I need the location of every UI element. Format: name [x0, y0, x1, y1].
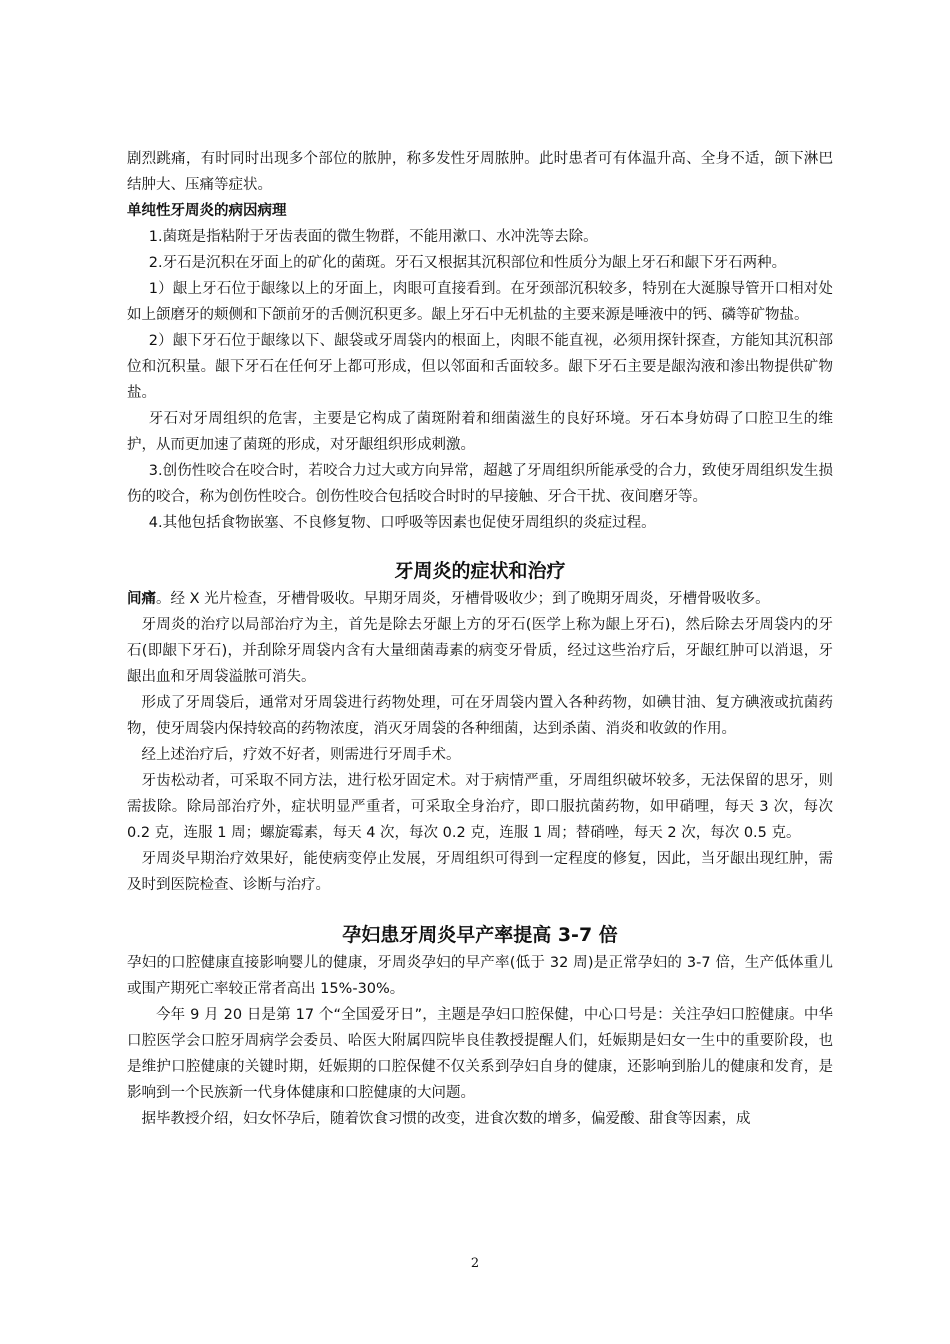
paragraph-other-factors: 4.其他包括食物嵌塞、不良修复物、口呼吸等因素也促使牙周组织的炎症过程。 [148, 515, 656, 531]
paragraph-professor-intro: 据毕教授介绍，妇女怀孕后，随着饮食习惯的改变，进食次数的增多，偏爱酸、甜食等因素，成 [141, 1111, 751, 1127]
paragraph-xray [127, 586, 833, 612]
paragraph-calculus: 2.牙石是沉积在牙面上的矿化的菌斑。牙石又根据其沉积部位和性质分为龈上牙石和龈下牙石两种。 [148, 255, 787, 271]
subheading-etiology: 单纯性牙周炎的病因病理 [127, 203, 287, 219]
paragraph-occlusal-trauma: 3.创伤性咬合在咬合时，若咬合力过大或方向异常，超越了牙周组织所能承受的合力，致使牙周组织发生损伤的咬合，称为创伤性咬合。创伤性咬合包括咬合时时的早接触、牙合干扰、夜间磨牙等。 [127, 463, 833, 505]
section-title-symptoms-treatment: 牙周炎的症状和治疗 [394, 560, 566, 582]
paragraph-xray-text: 。经 X 光片检查，牙槽骨吸收。早期牙周炎，牙槽骨吸收少；到了晚期牙周炎，牙槽骨吸收多。 [156, 591, 770, 607]
page-number: 2 [470, 1256, 480, 1271]
document-body [127, 146, 833, 1132]
paragraph-pocket-medication: 形成了牙周袋后，通常对牙周袋进行药物处理，可在牙周袋内置入各种药物，如碘甘油、复方碘液或抗菌药物，使牙周袋内保持较高的药物浓度，消灭牙周袋的各种细菌，达到杀菌、消炎和收敛的作用。 [127, 695, 833, 737]
paragraph-supragingival: 1）龈上牙石位于龈缘以上的牙面上，肉眼可直接看到。在牙颈部沉积较多，特别在大涎腺导管开口相对处如上颌磨牙的颊侧和下颌前牙的舌侧沉积更多。龈上牙石中无机盐的主要来源是唾液中的钙、磷等矿物盐。 [127, 281, 833, 323]
paragraph-splinting: 牙齿松动者，可采取不同方法，进行松牙固定术。对于病情严重，牙周组织破坏较多，无法保留的思牙，则需拔除。除局部治疗外，症状明显严重者，可采取全身治疗，即口服抗菌药物，如甲硝哩，每天 3 次，每次 0.2 克，连服 1 周；螺旋霉素，每天 4 次，每次 0.2 克，连服 1 周；替硝唑，每天 2 次，每次 0.5 克。 [127, 773, 833, 841]
paragraph-local-treatment: 牙周炎的治疗以局部治疗为主，首先是除去牙龈上方的牙石(医学上称为龈上牙石)，然后除去牙周袋内的牙石(即龈下牙石)，并刮除牙周袋内含有大量细菌毒素的病变牙骨质，经过这些治疗后，牙龈红肿可以消退，牙龈出血和牙周袋溢脓可消失。 [127, 617, 833, 685]
paragraph-tooth-day: 今年 9 月 20 日是第 17 个“全国爱牙日”，主题是孕妇口腔保健，中心口号是：关注孕妇口腔健康。中华口腔医学会口腔牙周病学会委员、哈医大附属四院毕良佳教授提醒人们，妊娠期是妇女一生中的重要阶段，也是维护口腔健康的关键时期，妊娠期的口腔保健不仅关系到孕妇自身的健康，还影响到胎儿的健康和发育，是影响到一个民族新一代身体健康和口腔健康的大问题。 [127, 1007, 833, 1101]
paragraph-subgingival: 2）龈下牙石位于龈缘以下、龈袋或牙周袋内的根面上，肉眼不能直视，必须用探针探查，方能知其沉积部位和沉积量。龈下牙石在任何牙上都可形成，但以邻面和舌面较多。龈下牙石主要是龈沟液和渗出物提供矿物盐。 [127, 333, 833, 401]
paragraph-plaque: 1.菌斑是指粘附于牙齿表面的微生物群，不能用漱口、水冲洗等去除。 [148, 229, 598, 245]
paragraph-abscess-continued: 剧烈跳痛，有时同时出现多个部位的脓肿，称多发性牙周脓肿。此时患者可有体温升高、全身不适，颌下淋巴结肿大、压痛等症状。 [127, 151, 833, 193]
paragraph-early-treatment: 牙周炎早期治疗效果好，能使病变停止发展，牙周组织可得到一定程度的修复，因此，当牙龈出现红肿，需及时到医院检查、诊断与治疗。 [127, 851, 833, 893]
paragraph-pregnancy-risk: 孕妇的口腔健康直接影响婴儿的健康，牙周炎孕妇的早产率(低于 32 周)是正常孕妇的 3-7 倍，生产低体重儿或围产期死亡率较正常者高出 15%-30%。 [127, 955, 833, 997]
paragraph-surgery: 经上述治疗后，疗效不好者，则需进行牙周手术。 [141, 747, 461, 763]
paragraph-xray-lead: 间痛 [127, 591, 156, 607]
paragraph-calculus-harm: 牙石对牙周组织的危害，主要是它构成了菌斑附着和细菌滋生的良好环境。牙石本身妨碍了口腔卫生的维护，从而更加速了菌斑的形成，对牙龈组织形成刺激。 [127, 411, 833, 453]
section-title-pregnancy: 孕妇患牙周炎早产率提高 3-7 倍 [342, 924, 618, 946]
